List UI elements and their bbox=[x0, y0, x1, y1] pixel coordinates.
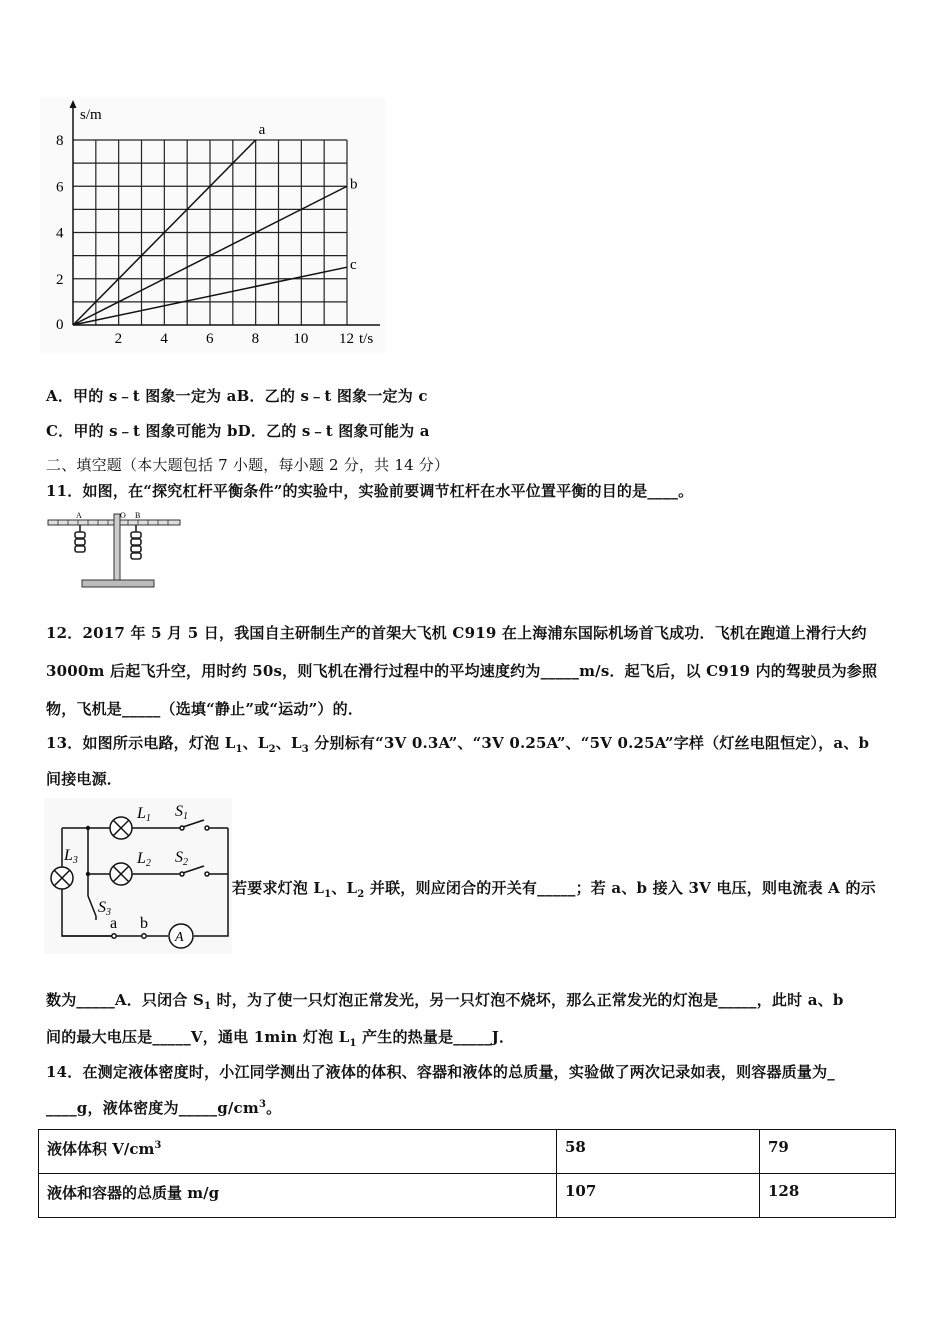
lever-stand bbox=[114, 514, 120, 580]
question-12-line-3: 物，飞机是_____（选填“静止”或“运动”）的． bbox=[46, 700, 364, 718]
q13-l3-sub: 1 bbox=[204, 1001, 212, 1012]
q13-text-1: 13．如图所示电路，灯泡 L bbox=[46, 734, 236, 752]
label-l3-sub: 3 bbox=[72, 855, 78, 866]
terminal-a bbox=[112, 934, 116, 938]
series-label-c: c bbox=[350, 257, 357, 274]
x-tick-label: 2 bbox=[114, 331, 123, 347]
row1-sup: 3 bbox=[154, 1140, 162, 1151]
label-a: a bbox=[110, 915, 118, 932]
y-tick-label: 6 bbox=[56, 179, 64, 196]
label-s3-sub: 3 bbox=[106, 907, 111, 918]
ammeter-label: A bbox=[175, 930, 184, 945]
label-l1-sub: 1 bbox=[145, 813, 151, 824]
q13-side-1: 若要求灯泡 L bbox=[232, 879, 325, 897]
lever-figure bbox=[44, 508, 184, 592]
label-l2-sub: 2 bbox=[145, 858, 151, 869]
q13-sub-2: 2 bbox=[268, 744, 276, 755]
lever-base bbox=[82, 580, 154, 587]
q13-side-sub-1: 1 bbox=[324, 889, 332, 900]
table-cell: 液体和容器的总质量 m/g bbox=[39, 1174, 557, 1218]
label-l3: L bbox=[64, 847, 73, 864]
data-table bbox=[38, 1129, 896, 1218]
q13-l4-sub: 1 bbox=[349, 1038, 357, 1049]
lamp-l3 bbox=[51, 867, 73, 889]
lever-label-o: O bbox=[120, 511, 126, 520]
q13-sub-3: 3 bbox=[301, 744, 309, 755]
lever-label-a: A bbox=[76, 511, 82, 520]
question-13-line-3 bbox=[46, 989, 844, 1012]
q13-text-4: 分别标有“3V 0.3A”、“3V 0.25A”、“5V 0.25A”字样（灯丝电阻恒定），a、b bbox=[308, 734, 870, 752]
y-tick-label: 8 bbox=[56, 133, 64, 149]
y-tick-label: 2 bbox=[56, 271, 64, 288]
q14-l2-1: ____g，液体密度为_____g/cm bbox=[46, 1099, 259, 1117]
q13-l3-2: 时，为了使一只灯泡正常发光，另一只灯泡不烧坏，那么正常发光的灯泡是_____，此时 a、b bbox=[211, 991, 844, 1009]
q13-l4-2: 产生的热量是_____J． bbox=[356, 1028, 515, 1046]
question-13-line-2: 间接电源． bbox=[46, 770, 123, 788]
label-l1: L bbox=[137, 805, 146, 822]
y-axis-label: s/m bbox=[80, 107, 102, 123]
q13-text-2: 、L bbox=[242, 734, 269, 752]
question-14-line-2 bbox=[46, 1097, 281, 1118]
question-13-line-4 bbox=[46, 1026, 514, 1049]
option-cd: C．甲的 s﹣t 图象可能为 bD．乙的 s﹣t 图象可能为 a bbox=[46, 422, 430, 440]
label-s2-sub: 2 bbox=[183, 857, 188, 868]
label-s1-sub: 1 bbox=[183, 811, 188, 822]
x-tick-label: 10 bbox=[293, 331, 309, 347]
option-ab: A．甲的 s﹣t 图象一定为 aB．乙的 s﹣t 图象一定为 c bbox=[46, 387, 428, 405]
q13-side-2: 、L bbox=[331, 879, 358, 897]
question-13-side-text bbox=[232, 877, 876, 900]
lever-label-b: B bbox=[135, 511, 141, 520]
label-s3: S bbox=[98, 899, 106, 916]
y-tick-label: 0 bbox=[56, 317, 64, 333]
table-cell: 128 bbox=[760, 1174, 896, 1218]
question-14-line-1: 14．在测定液体密度时，小江同学测出了液体的体积、容器和液体的总质量，实验做了两次记录如表，则容器质量为_ bbox=[46, 1063, 835, 1081]
question-12-line-1: 12．2017 年 5 月 5 日，我国自主研制生产的首架大飞机 C919 在上海浦东国际机场首飞成功．飞机在跑道上滑行大约 bbox=[46, 624, 867, 642]
lamp-l2 bbox=[110, 863, 132, 885]
label-b: b bbox=[140, 915, 148, 932]
question-12-line-2: 3000m 后起飞升空，用时约 50s，则飞机在滑行过程中的平均速度约为_____m/s．起飞后，以 C919 内的驾驶员为参照 bbox=[46, 662, 878, 680]
series-label-b: b bbox=[350, 176, 358, 193]
table-row bbox=[39, 1130, 896, 1174]
question-13-line-1 bbox=[46, 732, 869, 755]
section-heading: 二、填空题（本大题包括 7 小题，每小题 2 分，共 14 分） bbox=[46, 456, 450, 474]
row1-label: 液体体积 V/cm bbox=[47, 1140, 155, 1158]
table-row bbox=[39, 1174, 896, 1218]
q13-l3-1: 数为_____A．只闭合 S bbox=[46, 991, 204, 1009]
x-tick-label: 8 bbox=[251, 331, 260, 347]
q13-text-3: 、L bbox=[275, 734, 302, 752]
q13-side-3: 并联，则应闭合的开关有_____；若 a、b 接入 3V 电压，则电流表 A 的示 bbox=[364, 879, 876, 897]
question-11: 11．如图，在“探究杠杆平衡条件”的实验中，实验前要调节杠杆在水平位置平衡的目的是____。 bbox=[46, 482, 694, 500]
lamp-l1 bbox=[110, 817, 132, 839]
circuit-figure bbox=[44, 798, 232, 954]
q13-l4-1: 间的最大电压是_____V，通电 1min 灯泡 L bbox=[46, 1028, 350, 1046]
label-s1: S bbox=[175, 803, 183, 820]
y-tick-label: 4 bbox=[56, 225, 64, 242]
x-axis-label: t/s bbox=[359, 331, 374, 347]
q13-side-sub-2: 2 bbox=[357, 889, 365, 900]
series-label-a: a bbox=[258, 122, 266, 138]
label-s2: S bbox=[175, 849, 183, 866]
table-cell: 79 bbox=[760, 1130, 896, 1174]
table-cell bbox=[39, 1130, 557, 1174]
x-tick-label: 6 bbox=[206, 331, 214, 347]
table-cell: 107 bbox=[557, 1174, 760, 1218]
x-tick-label: 12 bbox=[339, 331, 354, 347]
table-cell: 58 bbox=[557, 1130, 760, 1174]
label-l2: L bbox=[137, 850, 146, 867]
st-graph bbox=[40, 98, 385, 353]
q14-l2-2: 。 bbox=[266, 1099, 282, 1117]
q14-l2-sup: 3 bbox=[258, 1099, 267, 1110]
terminal-b bbox=[142, 934, 146, 938]
x-tick-label: 4 bbox=[160, 331, 168, 347]
q13-sub-1: 1 bbox=[235, 744, 243, 755]
